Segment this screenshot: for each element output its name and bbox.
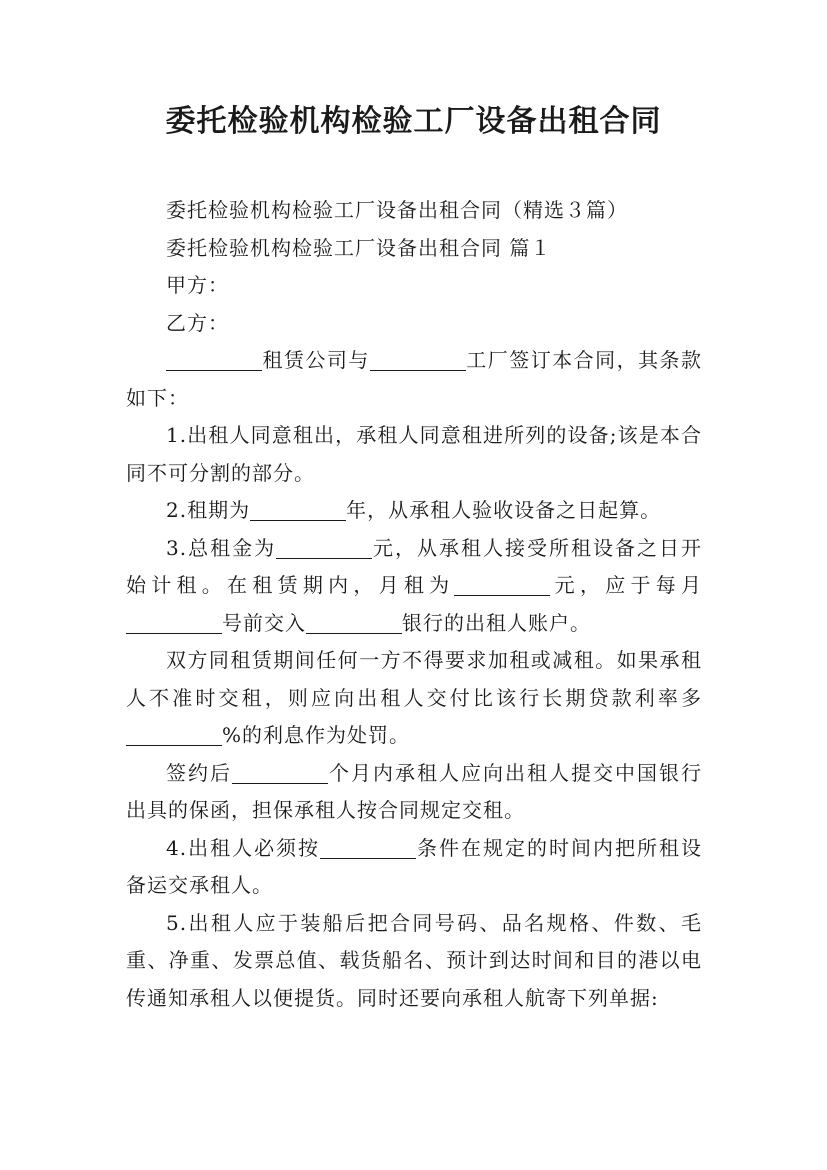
- paragraph-clause-5: [126, 905, 702, 1018]
- fill-in-blank: [276, 534, 372, 559]
- fill-in-blank: [320, 834, 416, 859]
- paragraph-text: 签约后: [166, 760, 232, 785]
- document-body: [126, 192, 702, 1017]
- paragraph-text: 号前交入: [222, 610, 306, 635]
- paragraph-text: 双方同租赁期间任何一方不得要求加租或减租。如果承租人不准时交租，则应向出租人交付比该行长期贷款利率多: [126, 648, 702, 710]
- paragraph-intro: [126, 342, 702, 417]
- paragraph-text: 元，从承租人接受所租设备之日开始计租。在租赁期内，月租为: [126, 535, 702, 597]
- paragraph-text: 乙方：: [166, 310, 229, 335]
- paragraph-clause-3: [126, 530, 702, 643]
- paragraph-text: 委托检验机构检验工厂设备出租合同（精选３篇）: [166, 198, 628, 222]
- paragraph-text: 甲方：: [166, 273, 229, 297]
- fill-in-blank: [306, 609, 402, 634]
- paragraph-part-heading: [126, 230, 702, 268]
- fill-in-blank: [250, 496, 346, 521]
- paragraph-text: 3.总租金为: [166, 535, 277, 560]
- paragraph-text: 条件在规定的时间内把所租设备运交承租人。: [126, 835, 703, 897]
- paragraph-penalty: [126, 642, 702, 755]
- paragraph-text: 委托检验机构检验工厂设备出租合同 篇１: [166, 235, 552, 260]
- paragraph-text: 个月内承租人应向出租人提交中国银行出具的保函，担保承租人按合同规定交租。: [126, 760, 702, 822]
- paragraph-text: %的利息作为处罚。: [222, 723, 411, 747]
- document-title: 委托检验机构检验工厂设备出租合同: [165, 104, 662, 139]
- fill-in-blank: [126, 609, 222, 634]
- fill-in-blank: [232, 759, 328, 784]
- paragraph-text: 4.出租人必须按: [166, 835, 321, 860]
- paragraph-text: 租赁公司与: [262, 348, 370, 372]
- paragraph-text: 银行的出租人账户。: [402, 610, 591, 635]
- paragraph-clause-4: [126, 830, 702, 905]
- paragraph-clause-2: [126, 492, 702, 530]
- paragraph-party-a: [126, 267, 702, 305]
- paragraph-text: 工厂签订本合同，其条款如下：: [126, 348, 703, 410]
- fill-in-blank: [126, 721, 222, 746]
- fill-in-blank: [370, 346, 466, 371]
- paragraph-text: 元，应于每月: [550, 573, 703, 597]
- paragraph-text: 5.出租人应于装船后把合同号码、品名规格、件数、毛重、净重、发票总值、载货船名、预计到达时间和目的港以电传通知承租人以便提货。同时还要向承租人航寄下列单据:: [126, 910, 702, 1010]
- paragraph-party-b: [126, 305, 702, 343]
- paragraph-subtitle: [126, 192, 702, 230]
- paragraph-guarantee: [126, 755, 702, 830]
- paragraph-text: 2.租期为: [166, 498, 251, 522]
- paragraph-text: 1.出租人同意租出，承租人同意租进所列的设备;该是本合同不可分割的部分。: [126, 423, 702, 485]
- paragraph-clause-1: [126, 417, 702, 492]
- paragraph-text: 年，从承租人验收设备之日起算。: [346, 498, 662, 522]
- fill-in-blank: [166, 346, 262, 371]
- fill-in-blank: [454, 571, 550, 596]
